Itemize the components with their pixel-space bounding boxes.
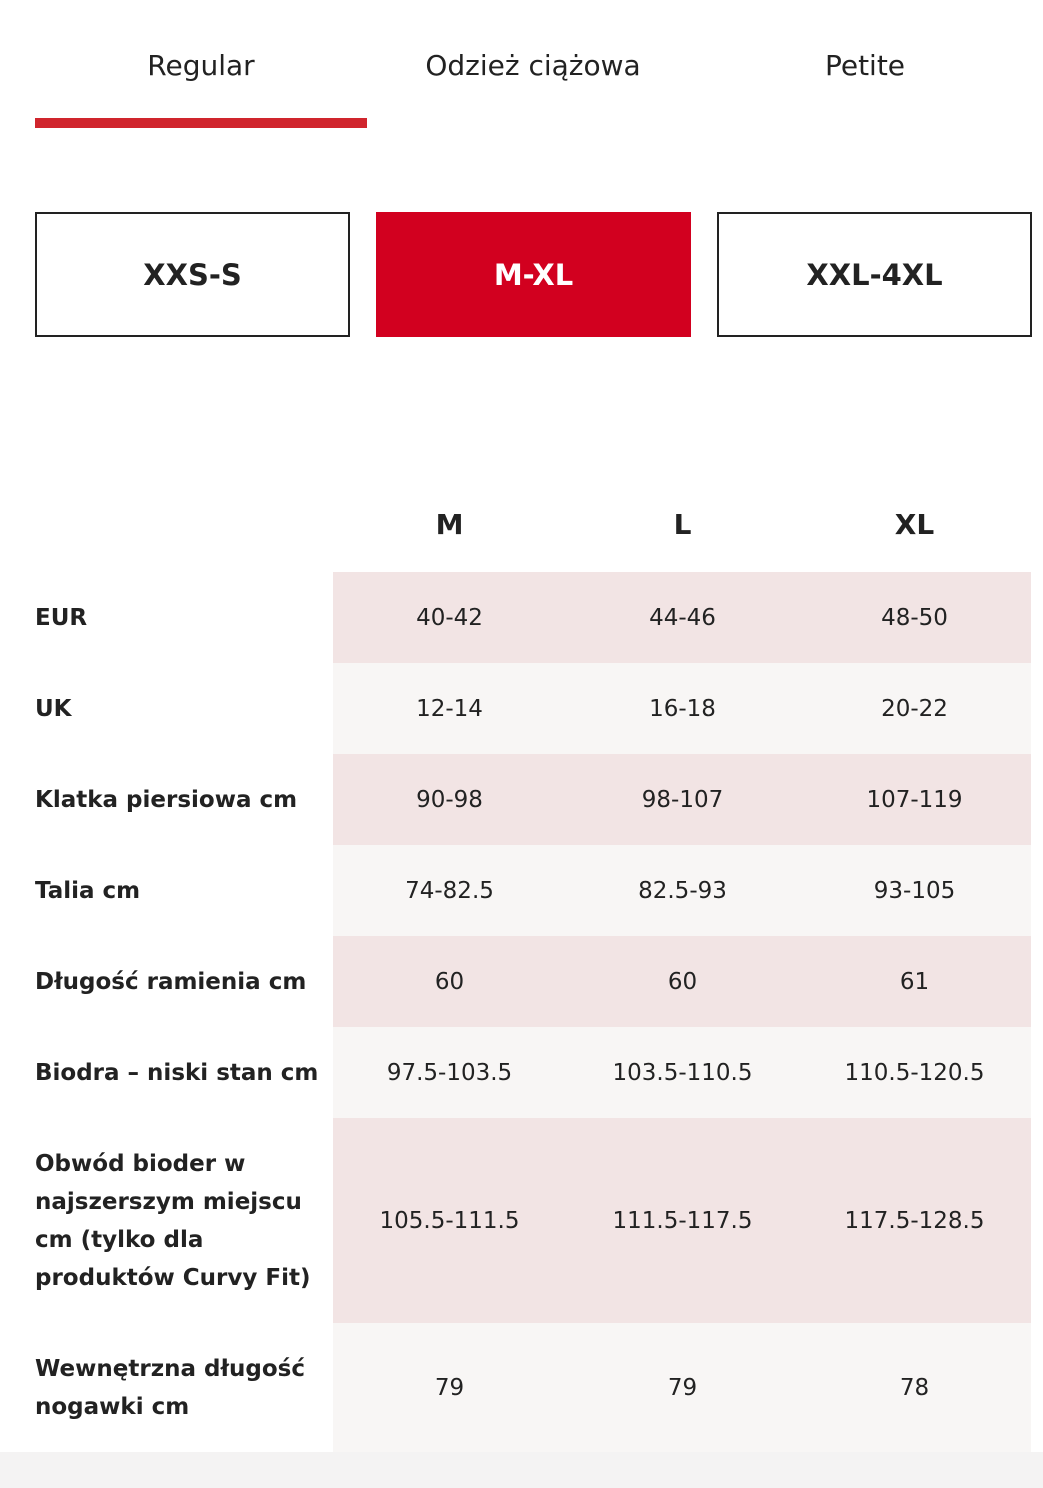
size-cell: 117.5-128.5 [844, 1207, 985, 1234]
row-label: Biodra – niski stan cm [35, 1059, 319, 1086]
size-row-sleeve [0, 936, 1043, 1027]
row-label: Obwód bioder w najszerszym miejscu cm (tylko dla produktów Curvy Fit) [35, 1150, 311, 1291]
size-row-uk [0, 663, 1043, 754]
range-button-xxl-4xl[interactable] [717, 212, 1032, 337]
size-cell: 40-42 [416, 604, 483, 631]
size-cell: 97.5-103.5 [386, 1059, 513, 1086]
size-cell: 79 [434, 1374, 465, 1401]
tab-indicator [367, 118, 699, 128]
tab-regular[interactable] [35, 44, 367, 134]
size-column-header-m: M [435, 508, 464, 541]
size-cell: 61 [899, 968, 930, 995]
size-column-header-xl: XL [894, 508, 935, 541]
size-row-eur [0, 572, 1043, 663]
tab-indicator [699, 118, 1031, 128]
size-cell: 107-119 [866, 786, 963, 813]
row-label: Długość ramienia cm [35, 968, 307, 995]
size-cell: 44-46 [649, 604, 716, 631]
fit-tabs [35, 0, 1031, 140]
size-cell: 48-50 [881, 604, 948, 631]
row-label: Klatka piersiowa cm [35, 786, 298, 813]
size-column-header-l: L [673, 508, 692, 541]
size-cell: 20-22 [881, 695, 948, 722]
size-row-hip-widest [0, 1118, 1043, 1323]
size-row-low-hip [0, 1027, 1043, 1118]
size-cell: 103.5-110.5 [612, 1059, 753, 1086]
size-cell: 79 [667, 1374, 698, 1401]
size-row-chest [0, 754, 1043, 845]
tab-label: Odzież ciążowa [425, 49, 641, 82]
size-cell: 16-18 [649, 695, 716, 722]
tab-maternity[interactable] [367, 44, 699, 134]
active-tab-indicator [35, 118, 367, 128]
size-cell: 93-105 [873, 877, 956, 904]
row-label: Talia cm [35, 877, 141, 904]
size-cell: 111.5-117.5 [612, 1207, 753, 1234]
tab-petite[interactable] [699, 44, 1031, 134]
size-cell: 78 [899, 1374, 930, 1401]
size-cell: 110.5-120.5 [844, 1059, 985, 1086]
size-cell: 90-98 [416, 786, 483, 813]
row-label: EUR [35, 604, 88, 631]
row-label: Wewnętrzna długość nogawki cm [35, 1355, 305, 1420]
size-cell: 12-14 [416, 695, 483, 722]
tab-label: Regular [147, 49, 255, 82]
range-label: XXS-S [143, 257, 242, 292]
row-label: UK [35, 695, 72, 722]
size-cell: 60 [434, 968, 465, 995]
size-cell: 82.5-93 [638, 877, 727, 904]
page-footer-strip [0, 1452, 1043, 1488]
range-button-xxs-s[interactable] [35, 212, 350, 337]
size-cell: 60 [667, 968, 698, 995]
tab-label: Petite [824, 49, 906, 82]
size-row-inseam [0, 1323, 1043, 1452]
size-row-waist [0, 845, 1043, 936]
size-cell: 105.5-111.5 [379, 1207, 520, 1234]
range-label: M-XL [493, 257, 574, 292]
size-cell: 74-82.5 [405, 877, 494, 904]
size-cell: 98-107 [641, 786, 724, 813]
range-label: XXL-4XL [806, 257, 943, 292]
range-button-m-xl[interactable] [376, 212, 691, 337]
